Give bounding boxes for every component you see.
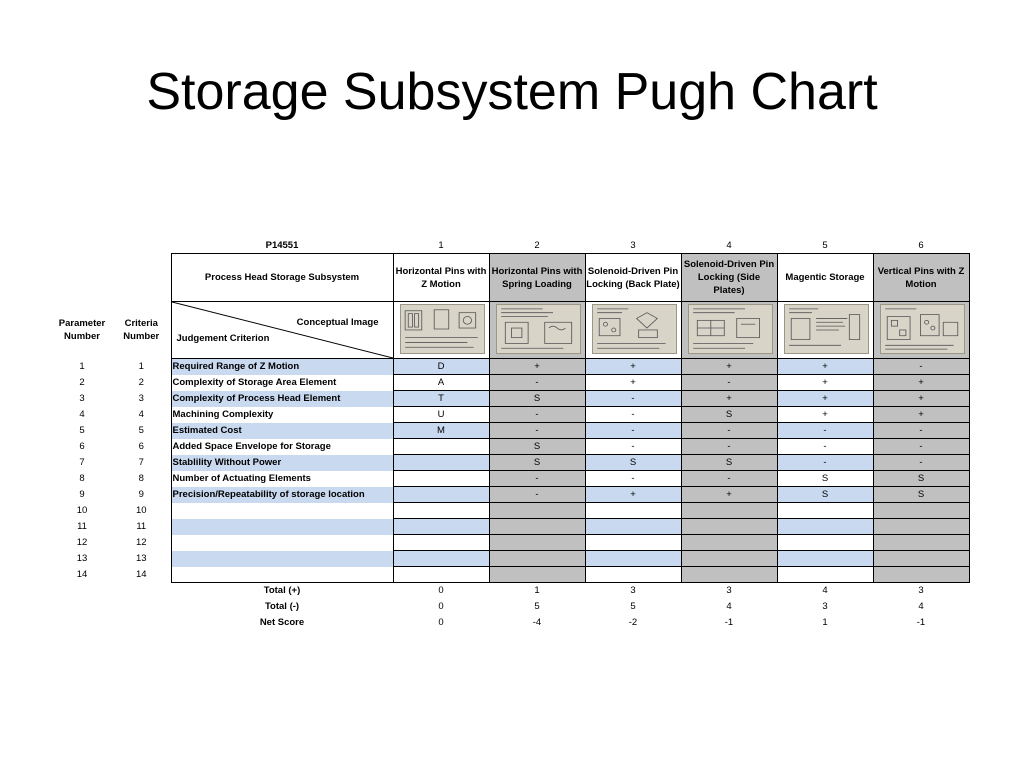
score-cell (777, 519, 873, 535)
total-value: 3 (726, 585, 732, 596)
option-number: 2 (534, 239, 540, 251)
option-name: Horizontal Pins with Spring Loading (489, 254, 585, 302)
score-cell (393, 503, 489, 519)
total-value: 3 (630, 585, 636, 596)
score-cell: + (873, 375, 969, 391)
concept-sketch-image (688, 304, 773, 354)
total-value: -4 (532, 617, 542, 628)
parameter-number: 4 (79, 408, 85, 420)
parameter-number: 6 (79, 440, 85, 452)
option-number-row (52, 238, 969, 254)
option-name-row (52, 254, 969, 302)
concept-sketch-cell (489, 302, 585, 359)
score-cell (489, 551, 585, 567)
score-cell (489, 503, 585, 519)
score-cell: + (585, 375, 681, 391)
option-name: Vertical Pins with Z Motion (873, 254, 969, 302)
score-cell (777, 567, 873, 583)
criterion-row (52, 407, 969, 423)
criterion-row (52, 439, 969, 455)
total-value: -2 (628, 617, 638, 628)
option-number: 4 (726, 239, 732, 251)
score-cell: - (681, 423, 777, 439)
score-cell: - (873, 439, 969, 455)
score-cell: - (873, 359, 969, 375)
criterion-row (52, 423, 969, 439)
criteria-number: 8 (138, 472, 144, 484)
criterion-name (171, 519, 393, 535)
score-cell: + (777, 391, 873, 407)
score-cell: - (585, 423, 681, 439)
diagonal-line (172, 302, 393, 358)
score-cell: + (681, 359, 777, 375)
total-value: 5 (534, 601, 540, 612)
parameter-number: 3 (79, 392, 85, 404)
score-cell: - (489, 471, 585, 487)
criteria-number: 11 (136, 520, 147, 532)
score-cell (873, 567, 969, 583)
score-cell (489, 567, 585, 583)
criterion-name: Added Space Envelope for Storage (171, 439, 393, 455)
score-cell: - (681, 471, 777, 487)
score-cell: D (393, 359, 489, 375)
score-cell: M (393, 423, 489, 439)
total-value: 0 (438, 601, 444, 612)
score-cell: + (489, 359, 585, 375)
score-cell (393, 487, 489, 503)
score-cell: + (681, 487, 777, 503)
concept-sketch-cell (681, 302, 777, 359)
total-value: -1 (724, 617, 734, 628)
score-cell (585, 535, 681, 551)
score-cell: S (777, 471, 873, 487)
subsystem-label: Process Head Storage Subsystem (171, 254, 393, 302)
total-value: 5 (630, 601, 636, 612)
concept-sketch-cell (393, 302, 489, 359)
score-cell: - (777, 439, 873, 455)
criterion-name: Required Range of Z Motion (171, 359, 393, 375)
score-cell (681, 535, 777, 551)
score-cell (777, 551, 873, 567)
option-name: Horizontal Pins with Z Motion (393, 254, 489, 302)
concept-sketch-cell (777, 302, 873, 359)
concept-sketch-image (400, 304, 485, 354)
slide-title: Storage Subsystem Pugh Chart (146, 63, 878, 121)
concept-sketch-image (880, 304, 965, 354)
score-cell: + (873, 391, 969, 407)
criterion-name (171, 551, 393, 567)
concept-sketch-cell (585, 302, 681, 359)
criteria-number: 3 (138, 392, 144, 404)
score-cell (393, 519, 489, 535)
conceptual-image-row (52, 302, 969, 359)
score-cell: S (873, 471, 969, 487)
parameter-number: 11 (77, 520, 87, 532)
criterion-name (171, 503, 393, 519)
concept-sketch-image (592, 304, 677, 354)
score-cell (681, 503, 777, 519)
score-cell (873, 503, 969, 519)
total-value: 1 (534, 585, 540, 596)
total-label: Total (+) (263, 585, 301, 596)
score-cell: T (393, 391, 489, 407)
header-diagonal-cell (171, 302, 393, 359)
criterion-name (171, 567, 393, 583)
criterion-name: Estimated Cost (171, 423, 393, 439)
concept-sketch-image (496, 304, 581, 354)
score-cell: A (393, 375, 489, 391)
total-row (52, 583, 969, 600)
parameter-number: 8 (79, 472, 85, 484)
score-cell: S (489, 439, 585, 455)
total-value: 3 (918, 585, 924, 596)
score-cell (681, 567, 777, 583)
criteria-number: 10 (135, 504, 147, 516)
parameter-number: 5 (79, 424, 85, 436)
score-cell: - (489, 375, 585, 391)
concept-sketch-cell (873, 302, 969, 359)
score-cell (585, 503, 681, 519)
criteria-number: 12 (135, 536, 147, 548)
score-cell: + (777, 359, 873, 375)
parameter-number: 7 (79, 456, 85, 468)
score-cell (393, 535, 489, 551)
score-cell: - (681, 439, 777, 455)
total-value: -1 (916, 617, 926, 628)
total-value: 1 (822, 617, 828, 628)
criterion-name: Complexity of Process Head Element (171, 391, 393, 407)
score-cell: - (489, 423, 585, 439)
criterion-row (52, 391, 969, 407)
score-cell (489, 535, 585, 551)
score-cell (873, 535, 969, 551)
criterion-row (52, 471, 969, 487)
criterion-name: Complexity of Storage Area Element (171, 375, 393, 391)
score-cell (393, 567, 489, 583)
score-cell: + (681, 391, 777, 407)
criterion-row (52, 359, 969, 375)
score-cell: S (777, 487, 873, 503)
score-cell (873, 519, 969, 535)
pugh-chart-table (52, 238, 970, 631)
score-cell: - (777, 423, 873, 439)
score-cell (681, 519, 777, 535)
total-value: 4 (726, 601, 732, 612)
score-cell: S (489, 455, 585, 471)
total-value: 0 (438, 585, 444, 596)
criterion-row (52, 567, 969, 583)
option-number: 1 (438, 239, 444, 251)
score-cell: + (585, 359, 681, 375)
score-cell: - (777, 455, 873, 471)
score-cell: - (489, 407, 585, 423)
criterion-name: Number of Actuating Elements (171, 471, 393, 487)
parameter-number: 10 (76, 504, 88, 516)
criterion-name: Precision/Repeatability of storage location (171, 487, 393, 503)
criteria-number: 5 (138, 424, 144, 436)
criteria-number-header: Criteria Number (123, 318, 160, 342)
score-cell: S (489, 391, 585, 407)
score-cell: U (393, 407, 489, 423)
score-cell: + (585, 487, 681, 503)
score-cell: - (681, 375, 777, 391)
score-cell (585, 519, 681, 535)
total-row (52, 599, 969, 615)
criteria-number: 9 (138, 488, 144, 500)
score-cell: - (585, 391, 681, 407)
parameter-number: 9 (79, 488, 85, 500)
score-cell: S (681, 407, 777, 423)
criterion-row (52, 551, 969, 567)
score-cell: - (873, 455, 969, 471)
option-name: Magentic Storage (777, 254, 873, 302)
score-cell (393, 551, 489, 567)
criterion-name: Stablility Without Power (171, 455, 393, 471)
score-cell: + (777, 375, 873, 391)
total-label: Net Score (259, 617, 305, 628)
criteria-number: 14 (135, 568, 147, 580)
criteria-number: 1 (138, 360, 144, 372)
parameter-number: 2 (79, 376, 85, 388)
score-cell (585, 551, 681, 567)
score-cell: S (585, 455, 681, 471)
judgement-criterion-label: Judgement Criterion (176, 333, 270, 344)
criteria-number: 2 (138, 376, 144, 388)
parameter-number: 12 (76, 536, 88, 548)
score-cell: S (681, 455, 777, 471)
total-value: 4 (918, 601, 924, 612)
criteria-number: 13 (135, 552, 147, 564)
total-row (52, 615, 969, 631)
score-cell: S (873, 487, 969, 503)
parameter-number: 13 (76, 552, 88, 564)
criterion-row (52, 535, 969, 551)
score-cell (393, 439, 489, 455)
project-code: P14551 (265, 239, 299, 251)
score-cell (777, 535, 873, 551)
score-cell: + (777, 407, 873, 423)
parameter-number: 14 (76, 568, 88, 580)
score-cell (681, 551, 777, 567)
option-number: 3 (630, 239, 636, 251)
criterion-row (52, 455, 969, 471)
total-value: 4 (822, 585, 828, 596)
score-cell: - (873, 423, 969, 439)
option-number: 5 (822, 239, 828, 251)
criterion-row (52, 519, 969, 535)
criteria-number: 6 (138, 440, 144, 452)
score-cell (777, 503, 873, 519)
option-number: 6 (918, 239, 924, 251)
score-cell: - (585, 471, 681, 487)
criterion-row (52, 375, 969, 391)
total-value: 3 (822, 601, 828, 612)
criterion-row (52, 487, 969, 503)
criterion-row (52, 503, 969, 519)
total-value: 0 (438, 617, 444, 628)
option-name: Solenoid-Driven Pin Locking (Back Plate) (585, 254, 681, 302)
score-cell: - (585, 439, 681, 455)
parameter-number: 1 (79, 360, 85, 372)
total-label: Total (-) (264, 601, 300, 612)
criterion-name (171, 535, 393, 551)
option-name: Solenoid-Driven Pin Locking (Side Plates) (681, 254, 777, 302)
score-cell (585, 567, 681, 583)
score-cell: + (873, 407, 969, 423)
score-cell: - (585, 407, 681, 423)
score-cell (393, 471, 489, 487)
score-cell (489, 519, 585, 535)
parameter-number-header: Parameter Number (58, 318, 106, 342)
score-cell (873, 551, 969, 567)
conceptual-image-label: Conceptual Image (296, 317, 379, 328)
score-cell (393, 455, 489, 471)
score-cell: - (489, 487, 585, 503)
concept-sketch-image (784, 304, 869, 354)
criterion-name: Machining Complexity (171, 407, 393, 423)
criteria-number: 4 (138, 408, 144, 420)
criteria-number: 7 (138, 456, 144, 468)
